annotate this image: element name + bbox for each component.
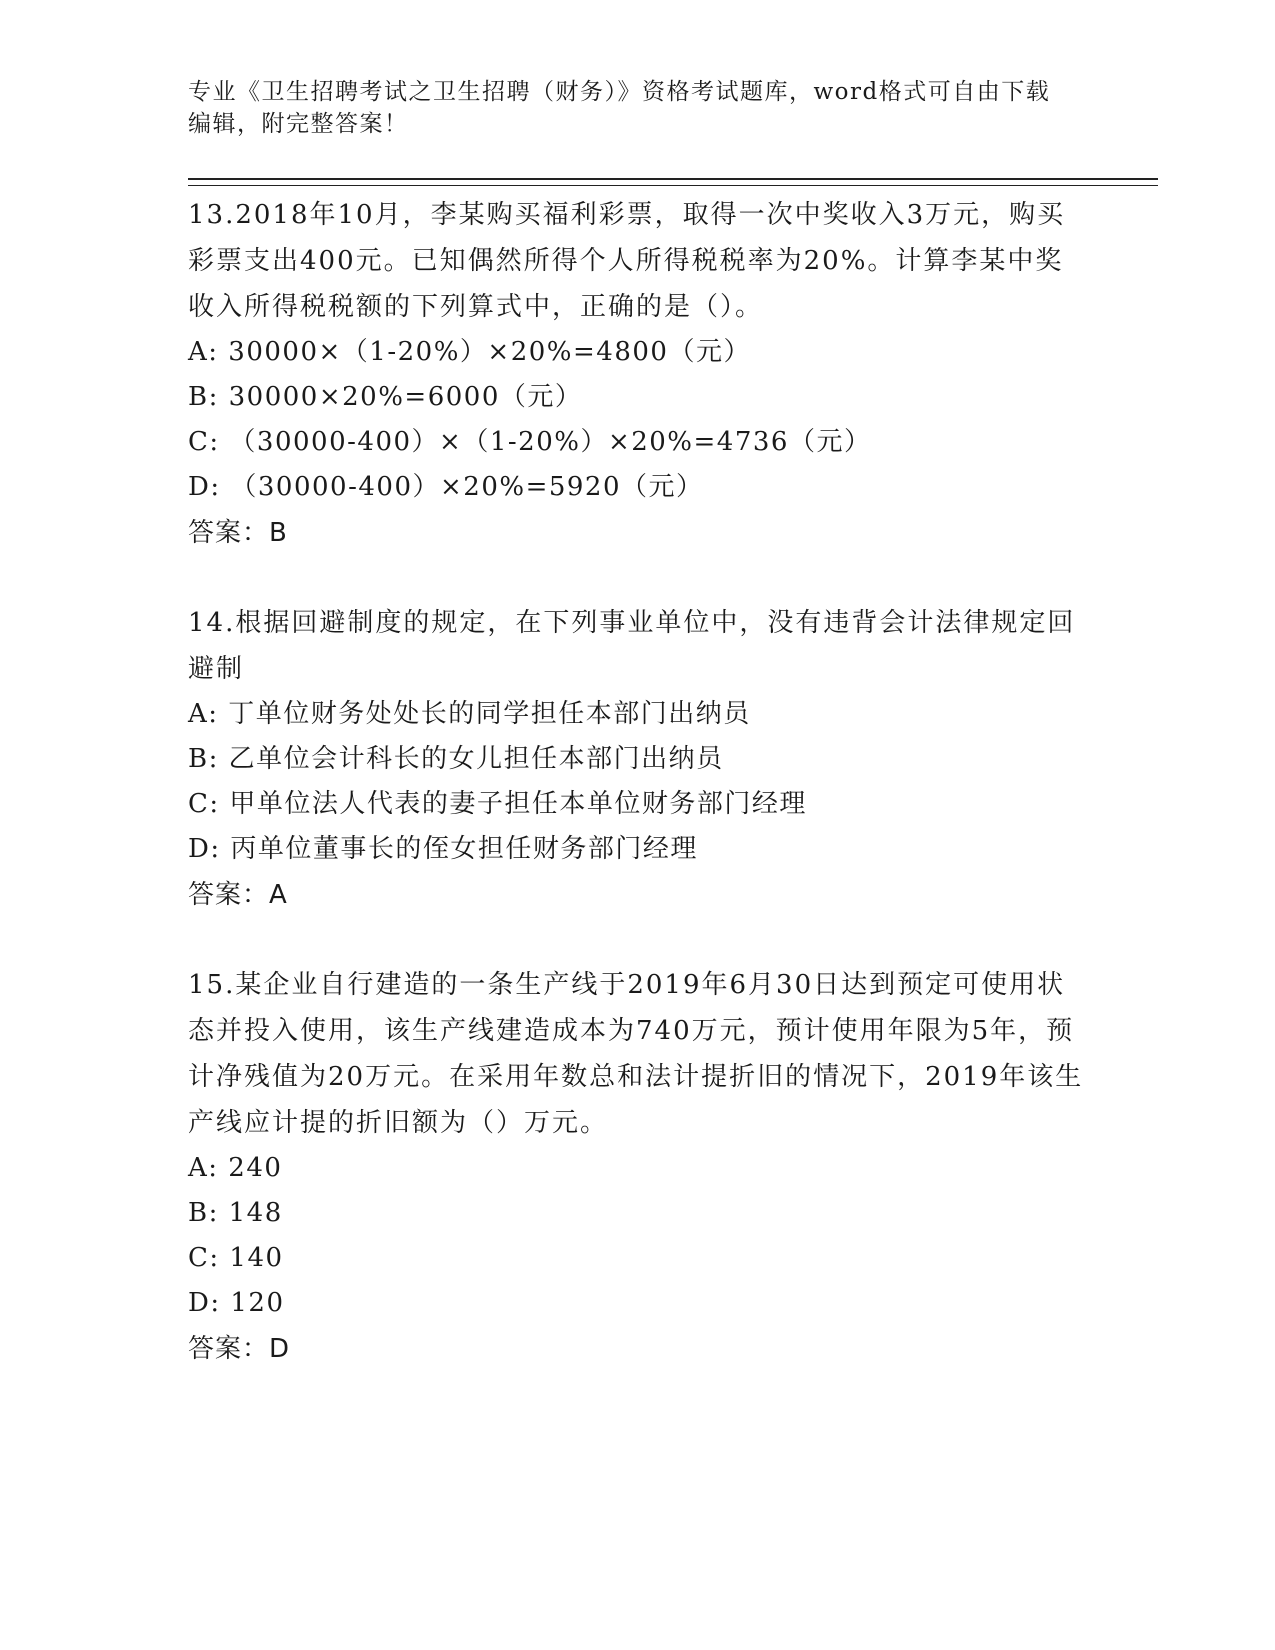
option-b: B: 30000×20%=6000（元） <box>188 382 583 412</box>
document-header: 专业《卫生招聘考试之卫生招聘（财务）》资格考试题库，word格式可自由下载编辑，附完整答案！ <box>188 79 1051 137</box>
answer-line: 答案：A <box>188 880 288 910</box>
option-d: D: 丙单位董事长的侄女担任财务部门经理 <box>188 834 698 864</box>
option-c: C: （30000-400）×（1-20%）×20%=4736（元） <box>188 427 872 457</box>
option-c: C: 140 <box>188 1243 284 1273</box>
question-15 <box>188 962 1158 1372</box>
option-a: A: 丁单位财务处处长的同学担任本部门出纳员 <box>188 699 751 729</box>
document-page <box>188 68 1158 1416</box>
question-text: 14.根据回避制度的规定，在下列事业单位中，没有违背会计法律规定回避制 <box>188 608 1076 684</box>
option-a: A: 240 <box>188 1153 283 1183</box>
option-a: A: 30000×（1-20%）×20%=4800（元） <box>188 337 751 367</box>
option-b: B: 乙单位会计科长的女儿担任本部门出纳员 <box>188 744 724 774</box>
option-d: D: 120 <box>188 1288 285 1318</box>
question-text: 15.某企业自行建造的一条生产线于2019年6月30日达到预定可使用状态并投入使用，该生产线建造成本为740万元，预计使用年限为5年，预计净残值为20万元。在采用年数总和法计提折旧的情况下，2019年该生产线应计提的折旧额为（）万元。 <box>188 970 1084 1138</box>
question-text: 13.2018年10月，李某购买福利彩票，取得一次中奖收入3万元，购买彩票支出400元。已知偶然所得个人所得税税率为20%。计算李某中奖收入所得税税额的下列算式中，正确的是（）。 <box>188 200 1066 322</box>
header-divider <box>188 178 1158 186</box>
question-13 <box>188 192 1158 556</box>
answer-line: 答案：B <box>188 518 288 548</box>
answer-line: 答案：D <box>188 1334 291 1364</box>
question-14 <box>188 600 1158 918</box>
question-list <box>188 192 1158 1372</box>
option-b: B: 148 <box>188 1198 283 1228</box>
option-c: C: 甲单位法人代表的妻子担任本单位财务部门经理 <box>188 789 807 819</box>
option-d: D: （30000-400）×20%=5920（元） <box>188 472 704 502</box>
